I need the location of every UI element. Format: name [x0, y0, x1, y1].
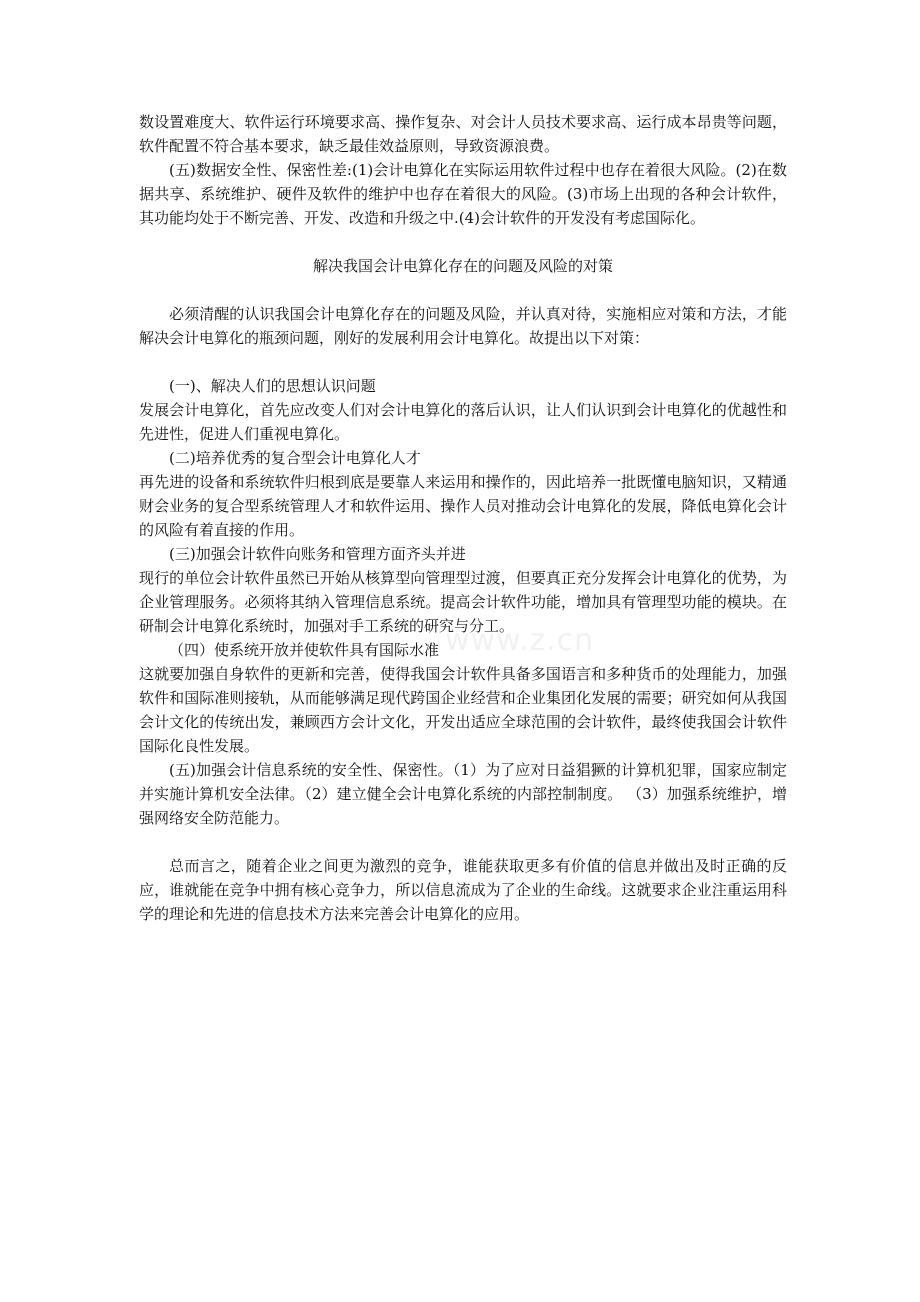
measure-3-body: 现行的单位会计软件虽然已开始从核算型向管理型过渡，但要真正充分发挥会计电算化的优势，为企业管理服务。必须将其纳入管理信息系统。提高会计软件功能，增加具有管理型功能的模块。在研制会计电算化系统时，加强对手工系统的研究与分工。 — [139, 569, 787, 635]
measure-2-body: 再先进的设备和系统软件归根到底是要靠人来运用和操作的，因此培养一批既懂电脑知识，又精通财会业务的复合型系统管理人才和软件运用、操作人员对推动会计电算化的发展，降低电算化会计的风险有着直接的作用。 — [139, 473, 787, 539]
measure-4-heading: （四）使系统开放并使软件具有国际水准 — [169, 641, 440, 659]
document-body — [139, 110, 787, 926]
spacer — [139, 230, 787, 254]
intro-tail-paragraph: 数设置难度大、软件运行环境要求高、操作复杂、对会计人员技术要求高、运行成本昂贵等问题，软件配置不符合基本要求，缺乏最佳效益原则，导致资源浪费。 — [139, 113, 787, 155]
measure-4-body: 这就要加强自身软件的更新和完善，使得我国会计软件具备多国语言和多种货币的处理能力，加强软件和国际准则接轨，从而能够满足现代跨国企业经营和企业集团化发展的需要；研究如何从我国会计文化的传统出发，兼顾西方会计文化，开发出适应全球范围的会计软件，最终使我国会计软件国际化良性发展。 — [139, 665, 787, 755]
measure-1-heading: (一)、解决人们的思想认识问题 — [169, 377, 376, 395]
spacer — [139, 278, 787, 302]
measure-5-paragraph: (五)加强会计信息系统的安全性、保密性。（1）为了应对日益猖獗的计算机犯罪，国家应制定并实施计算机安全法律。（2）建立健全会计电算化系统的内部控制制度。 （3）加强系统维护，增强网络安全防范能力。 — [139, 761, 787, 827]
measure-3-heading: (三)加强会计软件向账务和管理方面齐头并进 — [169, 545, 466, 563]
conclusion-paragraph: 总而言之，随着企业之间更为激烈的竞争，谁能获取更多有价值的信息并做出及时正确的反应，谁就能在竞争中拥有核心竞争力，所以信息流成为了企业的生命线。这就要求企业注重运用科学的理论和先进的信息技术方法来完善会计电算化的应用。 — [139, 857, 787, 923]
measure-2-heading: (二)培养优秀的复合型会计电算化人才 — [169, 449, 421, 467]
security-risk-paragraph: (五)数据安全性、保密性差:(1)会计电算化在实际运用软件过程中也存在着很大风险。(2)在数据共享、系统维护、硬件及软件的维护中也存在着很大的风险。(3)市场上出现的各种会计软件，其功能均处于不断完善、开发、改造和升级之中.(4)会计软件的开发没有考虑国际化。 — [139, 161, 787, 227]
section-title: 解决我国会计电算化存在的问题及风险的对策 — [312, 257, 613, 275]
measure-1-body: 发展会计电算化，首先应改变人们对会计电算化的落后认识，让人们认识到会计电算化的优越性和先进性，促进人们重视电算化。 — [139, 401, 787, 443]
spacer — [139, 350, 787, 374]
section-intro-paragraph: 必须清醒的认识我国会计电算化存在的问题及风险，并认真对待，实施相应对策和方法，才能解决会计电算化的瓶颈问题，刚好的发展利用会计电算化。故提出以下对策： — [139, 305, 787, 347]
watermark: www.z.cn — [445, 623, 595, 658]
spacer — [139, 830, 787, 854]
